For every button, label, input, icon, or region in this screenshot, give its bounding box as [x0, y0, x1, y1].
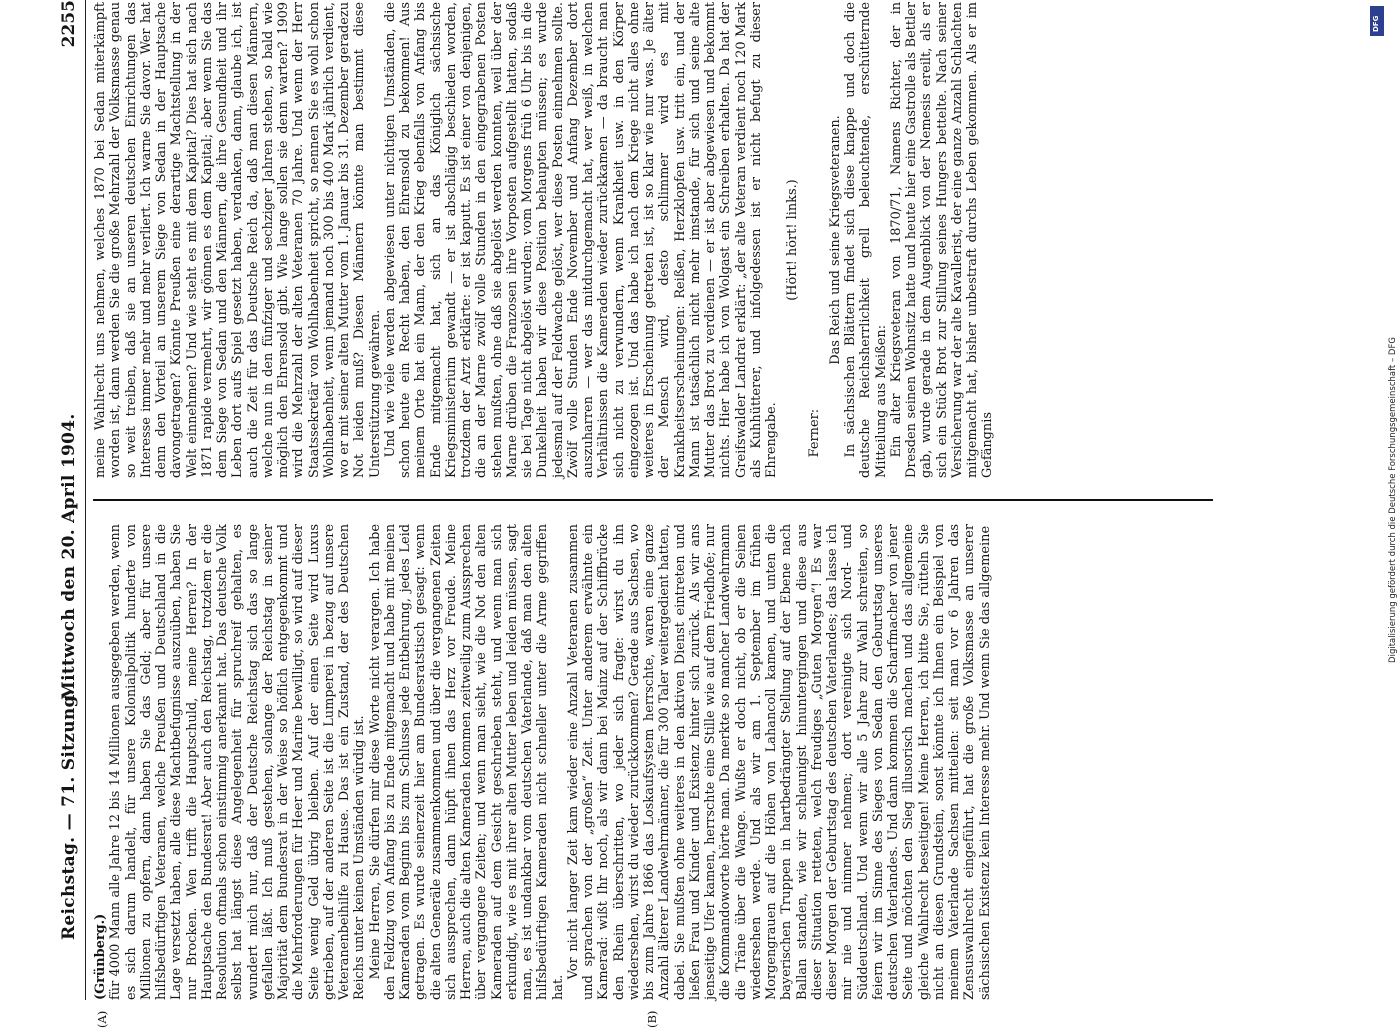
speaker-label: (Grünberg.) — [93, 913, 108, 1000]
margin-marker-a: (A) — [95, 1010, 109, 1028]
right-column — [93, 2, 996, 478]
paragraph: für 4000 Mann alle Jahre 12 bis 14 Millionen ausgegeben werden, wenn es sich darum handelt, für unsere Kolonialpolitik hunderte von Millionen zu opfern, dann haben Sie das Geld; aber für unsere hilfsbedürftigen Veteranen, welche Preußen und Deutschland in die Lage versetzt haben, alle diese Machtbefugnisse auszuüben, haben Sie nur Brocken. Wen trifft die Hauptschuld, meine Herren? In der Hauptsache den Bundesrat! Aber auch den Reichstag, trotzdem er die Resolution oftmals schon einstimmig anerkannt hat. Das deutsche Volk selbst hat längst diese Angelegenheit für spruchreif gehalten, es wundert mich nur, daß der Deutsche Reichstag sich das so lange gefallen läßt. Ich muß gestehen, solange der Reichstag in seiner Majorität dem Bundesrat in der Weise so höflich entgegenkommt und die Mehrforderungen für Heer und Marine bewilligt, so wird auf dieser Seite wenig Geld übrig bleiben. Auf der einen Seite wird Luxus getrieben, auf der anderen Seite ist die Lumperei in bezug auf unsere Veteranenbeihilfe zu Hause. Das ist ein Zustand, der des Deutschen Reichs unter keinen Umständen würdig ist. — [108, 524, 368, 1000]
paragraph: meine Wahlrecht uns nehmen, welches 1870 bei Sedan miterkämpft worden ist, dann werden Sie die große Mehrzahl der Volksmasse genau so weit treiben, daß sie an unseren deutschen Einrichtungen das Interesse immer mehr und mehr verliert. Ich warne Sie davor. Wer hat denn den Vorteil an unserem Siege von Sedan in der Hauptsache davongetragen? Könnte Preußen eine derartige Machtstellung in der Welt einnehmen? Und wie steht es mit dem Kapital? Dies hat sich nach 1871 rapide vermehrt, wir gönnen es dem Kapital; aber wenn Sie das dem Siege von Sedan und den Männern, die ihre Gesundheit und ihr Leben dort aufs Spiel gesetzt haben, verdanken, dann, glaube ich, ist auch die Zeit für das Deutsche Reich da, daß man diesen Männern, welche nun in den fünfziger und sechziger Jahren stehen, so bald wie möglich den Ehrensold gibt. Wie lange sollen sie denn warten? 1909 wird die Mehrzahl der alten Veteranen 70 Jahre. Und wenn der Herr Staatssekretär von Wohlhabenheit spricht, so nennen Sie es wohl schon Wohlhabenheit, wenn jemand noch 300 bis 400 Mark jährlich verdient, wo er mit seiner alten Mutter vom 1. Januar bis 31. Dezember geradezu Not leiden muß? Diesen Männern könnte man bestimmt diese Unterstützung gewähren. — [93, 2, 383, 478]
header-left: Reichstag. — 71. Sitzung. — [59, 689, 79, 940]
header-rule — [85, 0, 86, 1000]
dfg-credit: Digitalisierung gefördert durch die Deutsche Forschungsgemeinschaft – DFG — [1388, 337, 1398, 663]
paragraph: Vor nicht langer Zeit kam wieder eine Anzahl Veteranen zusammen und sprachen von der „großen“ Zeit. Unter anderem erwähnte ein Kamerad: wißt Ihr noch, als wir dann bei Mainz auf der Schiffbrücke den Rhein überschritten, wo jeder sich fragte: wirst du ihn wiedersehen, wirst du wieder zurückkommen? Gerade aus Sachsen, wo bis zum Jahre 1866 das Loskaufsystem herrschte, waren eine ganze Anzahl älterer Landwehrmänner, die für 300 Taler weitergedient hatten, dabei. Sie mußten ohne weiteres in den aktiven Dienst eintreten und ließen Frau und Kinder und Existenz hinter sich zurück. Als wir ans jenseitige Ufer kamen, herrschte eine Stille wie auf dem Friedhofe; nur die Kommandoworte hörte man. Da merkte so mancher Landwehrmann die Träne über die Wange. Wußte er doch nicht, ob er die Seinen wiedersehen werde. Und als wir am 1. September im frühen Morgengrauen auf die Höhen von Lahancoll kamen, und unten die bayerischen Truppen in hartbedrängter Stellung auf der Ebene nach Ballan standen, wie wir schleunigst hinuntergingen und diese aus dieser Situation retteten, welch freudiges „Guten Morgen“! Es war dieser Morgen der Geburtstag des deutschen Vaterlandes; das lasse ich mir nie und nimmer nehmen; dort vereinigte sich Nord- und Süddeutschland. Und wenn wir alle 5 Jahre zur Wahl schreiten, so feiern wir im Sinne des Sieges von Sedan den Geburtstag unseres deutschen Vaterlandes. Und dann kommen die Scharfmacher von jener Seite und möchten den Sieg illusorisch machen und das allgemeine gleiche Wahlrecht beseitigen! Meine Herren, ich bitte Sie, rütteln Sie nicht an diesen Grundstein, sonst könnte ich Ihnen ein Beispiel von meinem Vaterlande Sachsen mitteilen: seit man vor 6 Jahren das Zensuswahlrecht eingeführt, hat die große Volksmasse an unserer sächsischen Existenz kein Interesse mehr. Und wenn Sie das allgemeine — [565, 524, 993, 1000]
paragraph: Meine Herren, Sie dürfen mir diese Worte nicht verargen. Ich habe den Feldzug von Anfang bis zu Ende mitgemacht und habe mit meinen Kameraden vom Beginn bis zum Schlusse jede Entbehrung, jedes Leid getragen. Es wurde seinerzeit hier am Bundesratstisch gesagt: wenn die alten Generäle zusammenkommen und über die vergangenen Zeiten sich aussprechen, dann hüpft ihnen das Herz vor Freude. Meine Herren, auch die alten Kameraden kommen zeitweilig zum Aussprechen über vergangene Zeiten; und wenn man sieht, wie die Not den alten Kameraden auf dem Gesicht geschrieben steht, und wenn man sich erkundigt, wie es mit ihrer alten Mutter leben und leiden müssen, sagt man, es ist undankbar vom deutschen Vaterlande, daß man den alten hilfsbedürftigen Kameraden nicht schneller unter die Arme gegriffen hat. — [367, 524, 566, 1000]
page-number: 2255 — [59, 0, 79, 48]
left-column — [93, 524, 993, 1000]
ferner-line: Ferner: — [806, 408, 822, 458]
running-header — [55, 0, 91, 1000]
quote-text: Ein alter Kriegsveteran von 1870/71, Namens Richter, der in Dresden seinen Wohnsitz hatte und heute hier eine Gastrolle als Bettler gab, wurde gerade in dem Augenblick von der Nemesis ereilt, als er sich ein Stück Brot zur Stillung seines Hungers bettelte. Nach seiner Versicherung war der alte Kavallerist, der eine ganze Anzahl Schlachten mitgemacht hat, bisher unbestraft durchs Leben gekommen. Als er im Gefängnis — [888, 2, 996, 478]
quote-heading: Das Reich und seine Kriegsveteranen. — [827, 115, 843, 365]
margin-marker-b: (B) — [645, 1010, 659, 1028]
interjection: (Hört! hört! links.) — [785, 179, 801, 301]
dfg-logo: DFG — [1370, 6, 1384, 36]
paragraph: Und wie viele werden abgewiesen unter nichtigen Umständen, die schon heute ein Recht haben, den Ehrensold zu bekommen! Aus meinem Orte hat ein Mann, der den Krieg ebenfalls von Anfang bis Ende mitgemacht hat, sich an das Königlich sächsische Kriegsministerium gewandt — er ist abschlägig beschieden worden, trotzdem der Arzt erklärte: er ist kaputt. Es ist einer von denjenigen, die an der Marne zwölf volle Stunden in den eingegrabenen Posten stehen mußten, ohne daß sie abgelöst werden konnten, weil über der Marne drüben die Franzosen ihre Vorposten aufgestellt hatten, sodaß sie bei Tage nicht abgelöst wurden; vom Morgens früh 6 Uhr bis in die Dunkelheit haben wir diese Position behaupten müssen; es wurde jedesmal auf der Feldwache gelöst, wer diese Posten einnehmen sollte. Zwölf volle Stunden Ende November und Anfang Dezember dort auszuharren — wer das mitdurchgemacht hat, wer weiß, in welchen Verhältnissen die Kameraden wieder zurückkamen — da braucht man sich nicht zu verwundern, wenn Krankheit usw. in den Körper eingezogen ist. Und das habe ich nach dem Kriege nicht alles ohne weiteres in Erscheinung getreten ist, ist so klar wie nur was. Je älter der Mensch wird, desto schlimmer wird es mit Krankheitserscheinungen: Reißen, Herzklopfen usw. tritt ein, und der Mann ist tatsächlich nicht mehr imstande, für sich und seine alte Mutter das Brot zu verdienen — er ist aber abgewiesen und bekommt nichts. Hier habe ich von Wolgast ein Schreiben erhalten. Da hat der Greifswalder Landrat erklärt: „der alte Veteran verdient noch 120 Mark als Kuhhütterer, und infolgedessen ist er nicht befugt zu dieser Ehrengabe. — [382, 2, 779, 478]
header-right: Mittwoch den 20. April 1904. — [59, 413, 79, 700]
quote-intro: In sächsischen Blättern findet sich diese knappe und doch die deutsche Reichsherrlichkeit grell beleuchtende, erschütternde Mitteilung aus Meißen: — [843, 2, 889, 478]
rotated-page-content — [55, 0, 1345, 1028]
column-divider — [93, 499, 1213, 501]
